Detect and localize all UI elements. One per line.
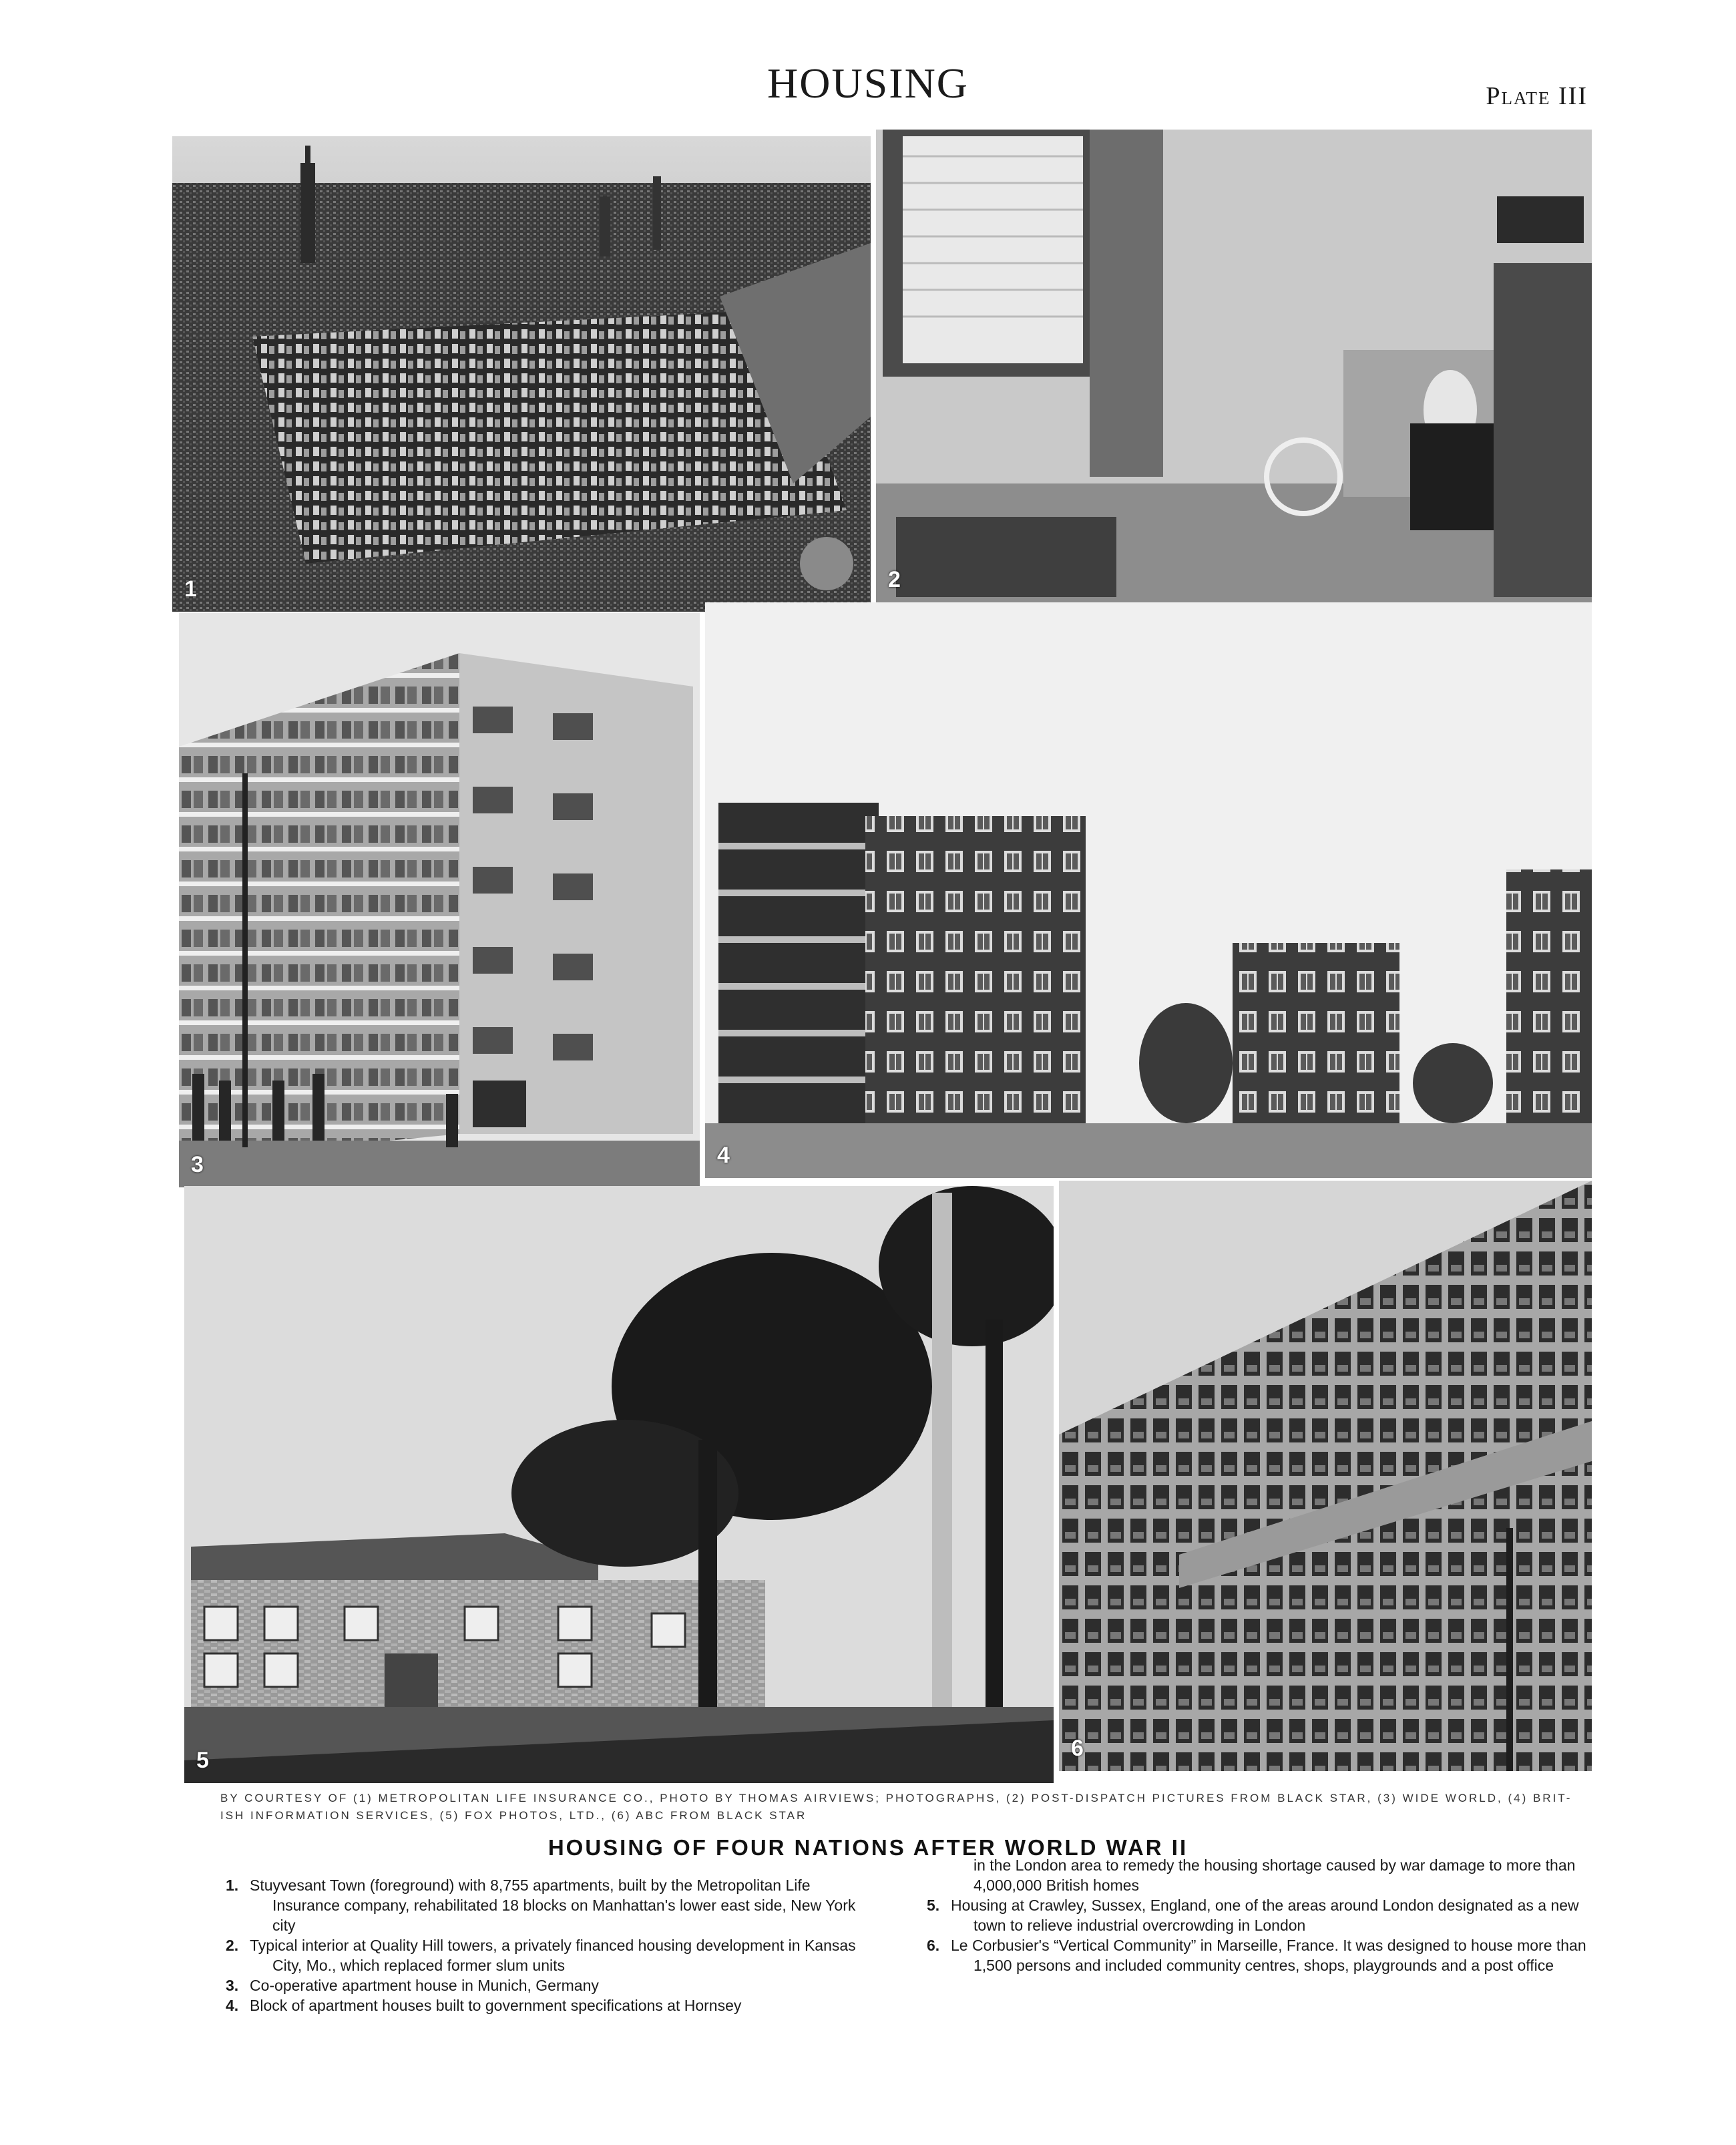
caption-3-text: Co-operative apartment house in Munich, Germany [250, 1977, 599, 1994]
photo-6-number: 6 [1071, 1736, 1084, 1761]
photo-4-hornsey [705, 602, 1592, 1178]
photo-4-number: 4 [717, 1143, 730, 1168]
plate-number: Plate III [1486, 82, 1588, 110]
photo-2-interior [876, 130, 1592, 602]
caption-1-number: 1. [226, 1877, 239, 1894]
photo-3-number: 3 [191, 1152, 204, 1177]
photo-6-marseille [1059, 1181, 1592, 1771]
caption-3-number: 3. [226, 1977, 239, 1994]
caption-column-left [218, 1875, 872, 2015]
caption-4 [218, 1995, 872, 2015]
page-title: HOUSING [767, 59, 969, 107]
photo-5-image [184, 1186, 1054, 1783]
photo-5-crawley [184, 1186, 1054, 1783]
photo-1-number: 1 [184, 576, 197, 602]
caption-6 [919, 1935, 1586, 1975]
caption-2 [218, 1935, 872, 1975]
caption-5-number: 5. [927, 1897, 940, 1914]
caption-4-text: Block of apartment houses built to government specifications at Hornsey [250, 1997, 742, 2014]
caption-2-text: Typical interior at Quality Hill towers, a privately financed housing development in Kansas City, Mo., which replaced former slum units [250, 1937, 856, 1974]
photo-4-image [705, 602, 1592, 1178]
photo-6-image [1059, 1181, 1592, 1771]
caption-5 [919, 1895, 1586, 1935]
caption-4-number: 4. [226, 1997, 239, 2014]
photo-2-number: 2 [888, 567, 901, 592]
photo-credits [220, 1790, 1589, 1824]
caption-5-text: Housing at Crawley, Sussex, England, one of the areas around London designated as a new town to relieve industrial overcrowding in London [951, 1897, 1579, 1934]
photo-1-stuyvesant-town [172, 136, 871, 612]
photo-3-image [179, 613, 700, 1187]
photo-1-image [172, 136, 871, 612]
credits-line-1: BY COURTESY OF (1) METROPOLITAN LIFE INSURANCE CO., PHOTO BY THOMAS AIRVIEWS; PHOTOGRAPHS, (2) POST-DISPATCH PICTURES FROM BLACK STAR, (3) WIDE WORLD, (4) BRIT- [220, 1792, 1572, 1804]
caption-column-right [919, 1855, 1586, 1975]
caption-4-continued: in the London area to remedy the housing shortage caused by war damage to more than 4,000,000 British homes [973, 1857, 1576, 1894]
caption-2-number: 2. [226, 1937, 239, 1954]
photo-5-number: 5 [196, 1748, 209, 1773]
credits-line-2: ISH INFORMATION SERVICES, (5) FOX PHOTOS, LTD., (6) ABC FROM BLACK STAR [220, 1809, 807, 1822]
photo-2-image [876, 130, 1592, 602]
caption-1 [218, 1875, 872, 1935]
caption-6-number: 6. [927, 1937, 940, 1954]
photo-3-munich [179, 613, 700, 1187]
caption-3 [218, 1975, 872, 1995]
caption-heading: HOUSING OF FOUR NATIONS AFTER WORLD WAR II [548, 1835, 1188, 1860]
caption-6-text: Le Corbusier's “Vertical Community” in Marseille, France. It was designed to house more than 1,500 persons and included community centres, shops, playgrounds and a post office [951, 1937, 1586, 1974]
caption-1-text: Stuyvesant Town (foreground) with 8,755 apartments, built by the Metropolitan Life Insurance company, rehabilitated 18 blocks on Manhattan's lower east side, New York city [250, 1877, 856, 1934]
